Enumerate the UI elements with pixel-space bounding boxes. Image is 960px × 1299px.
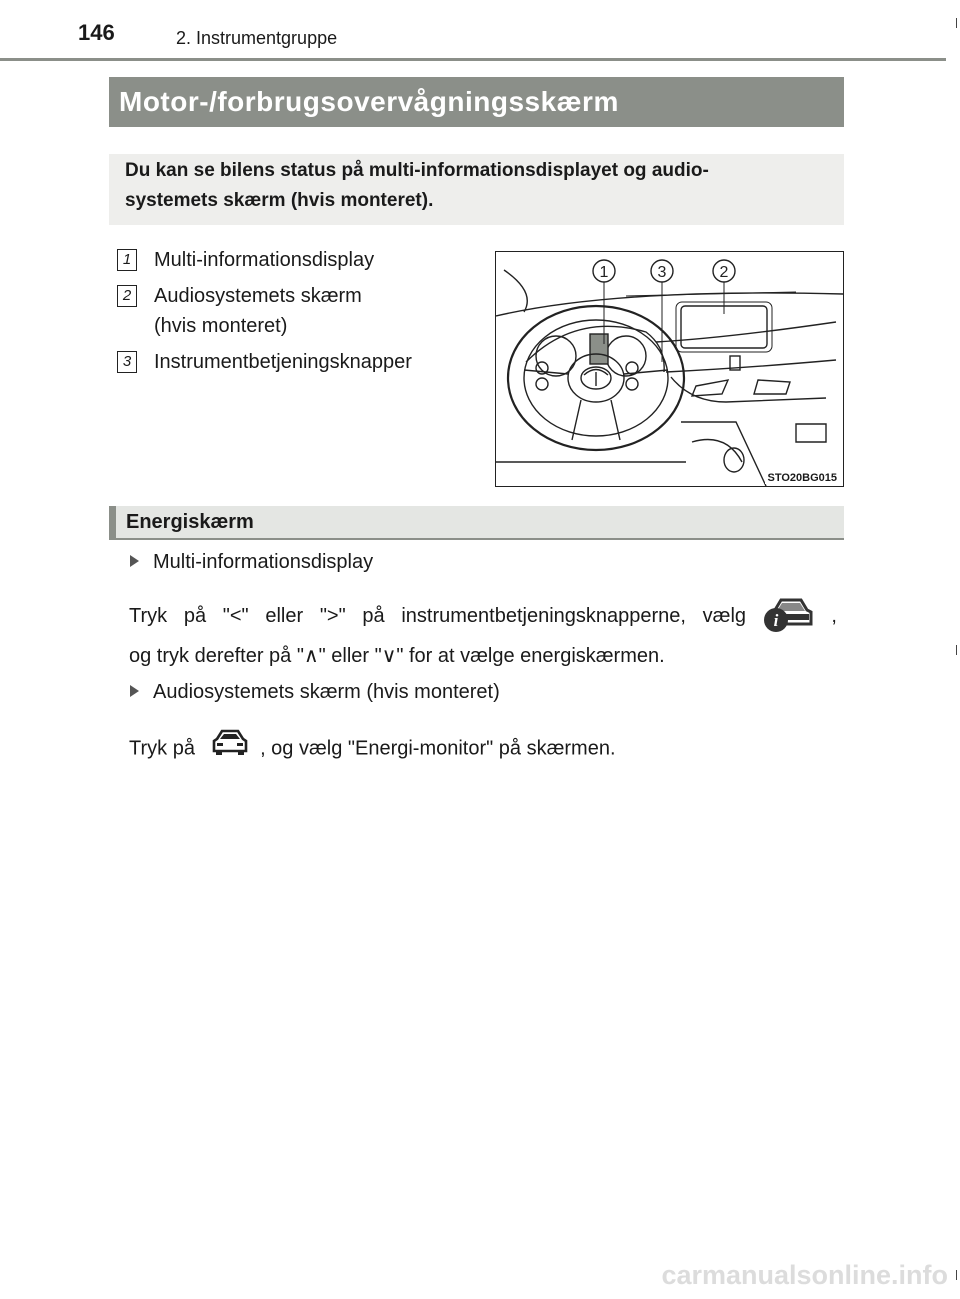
number-badge: 3 — [117, 351, 137, 373]
callout-3: 3 — [657, 264, 667, 281]
car-icon — [211, 727, 249, 765]
word: vælg — [702, 605, 747, 627]
bullet-item — [130, 548, 373, 576]
crop-mark — [956, 1270, 957, 1280]
chapter-title: 2. Instrumentgruppe — [176, 28, 338, 48]
instruction-start: Tryk på — [129, 737, 195, 760]
word: på — [362, 605, 385, 627]
intro-line: systemets skærm (hvis monteret). — [125, 190, 434, 211]
legend-label: Multi-informationsdisplay — [154, 249, 375, 271]
dashboard-illustration — [495, 251, 844, 487]
number-badge: 2 — [117, 285, 137, 307]
vehicle-info-icon — [763, 594, 815, 640]
bullet-text: Multi-informationsdisplay — [153, 551, 374, 573]
legend-item-3 — [117, 347, 477, 377]
word: "<" — [222, 605, 249, 627]
triangle-bullet-icon — [130, 685, 139, 697]
legend-item-2 — [117, 281, 477, 341]
section-heading: Energiskærm — [109, 506, 844, 540]
instruction-line — [129, 602, 837, 640]
instruction-end: , og vælg "Energi-monitor" på skærmen. — [260, 737, 616, 760]
bullet-text: Audiosystemets skærm (hvis monteret) — [153, 681, 500, 703]
word: , — [831, 605, 837, 627]
word: ">" — [319, 605, 346, 627]
intro-line: Du kan se bilens status på multi-informationsdisplayet og audio- — [125, 160, 709, 181]
word: eller — [265, 605, 304, 627]
callout-2: 2 — [719, 264, 729, 281]
number-badge: 1 — [117, 249, 137, 271]
dashboard-drawing — [496, 252, 843, 486]
watermark-logo — [580, 1256, 950, 1295]
svg-text:i: i — [773, 611, 779, 630]
legend-label-cont: (hvis monteret) — [154, 315, 288, 337]
figure-code: STO20BG015 — [767, 472, 837, 484]
page-heading: Motor-/forbrugsovervågningsskærm — [109, 77, 844, 127]
header-rule — [0, 58, 946, 61]
word: instrumentbetjeningsknapperne, — [401, 605, 686, 627]
crop-mark — [956, 645, 957, 655]
legend-label: Instrumentbetjeningsknapper — [154, 351, 412, 373]
legend-label: Audiosystemets skærm — [154, 285, 362, 307]
crop-mark — [956, 18, 957, 28]
legend-item-1 — [117, 245, 477, 275]
callout-1: 1 — [599, 264, 609, 281]
svg-text:carmanualsonline.info: carmanualsonline.info — [661, 1260, 948, 1290]
word: Tryk — [129, 605, 168, 627]
intro-box — [109, 154, 844, 225]
bullet-item — [130, 678, 500, 706]
triangle-bullet-icon — [130, 555, 139, 567]
word: på — [183, 605, 207, 627]
instruction-line: og tryk derefter på "∧" eller "∨" for at vælge energiskærmen. — [129, 645, 665, 667]
instruction-line — [129, 733, 616, 765]
page-number: 146 — [78, 20, 115, 45]
